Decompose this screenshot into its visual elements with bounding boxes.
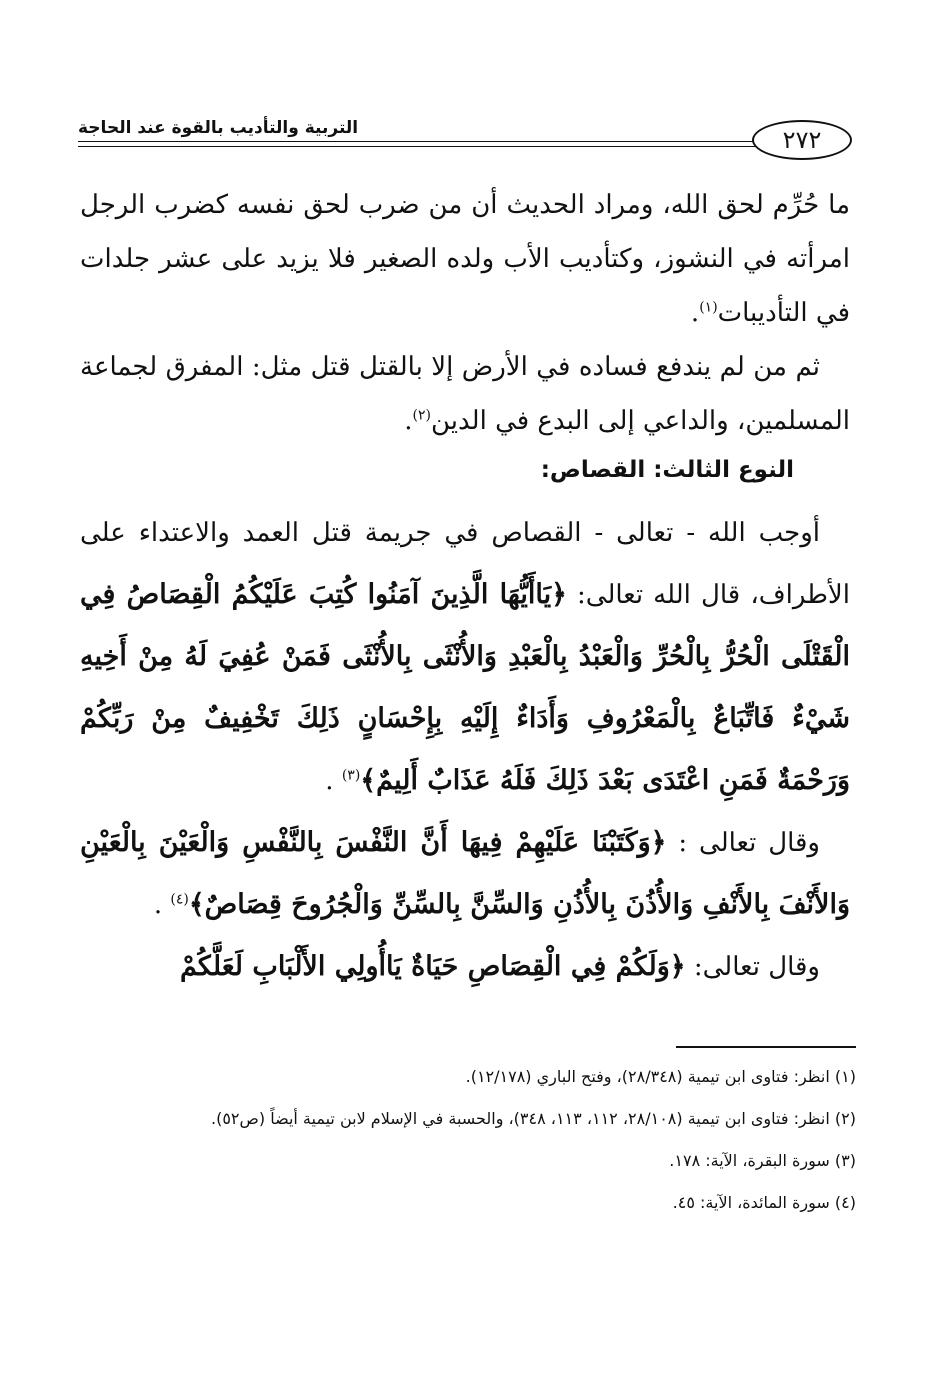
- page-header: [78, 108, 852, 168]
- paragraph-3: أوجب الله - تعالى - القصاص في جريمة قتل العمد والاعتداء على الأطراف، قال الله تعالى: ﴿يَاأَيُّهَا الَّذِينَ آمَنُوا كُتِبَ عَلَيْكُمُ الْقِصَاصُ فِي الْقَتْلَى الْحُرُّ بِالْحُرِّ وَالْعَبْدُ بِالْعَبْدِ وَالأُنْثَى بِالأُنْثَى فَمَنْ عُفِيَ لَهُ مِنْ أَخِيهِ شَيْءٌ فَاتِّبَاعٌ بِالْمَعْرُوفِ وَأَدَاءٌ إِلَيْهِ بِإِحْسَانٍ ذَلِكَ تَخْفِيفٌ مِنْ رَبِّكُمْ وَرَحْمَةٌ فَمَنِ اعْتَدَى بَعْدَ ذَلِكَ فَلَهُ عَذَابٌ أَلِيمٌ﴾$^{(٣)}$ .: [80, 518, 850, 796]
- paragraph-5: وقال تعالى: ﴿وَلَكُمْ فِي الْقِصَاصِ حَيَاةٌ يَاأُولِي الأَلْبَابِ لَعَلَّكُمْ: [179, 951, 820, 982]
- footnote-ref-2[interactable]: (٢): [412, 407, 431, 424]
- quran-verse-2: ﴿وَكَتَبْنَا عَلَيْهِمْ فِيهَا أَنَّ النَّفْسَ بِالنَّفْسِ وَالْعَيْنَ بِالْعَيْنِ وَالأَنْفَ بِالأَنْفِ وَالأُذُنَ بِالأُذُنِ وَالسِّنَّ بِالسِّنِّ وَالْجُرُوحَ قِصَاصٌ﴾: [80, 827, 850, 920]
- footnote-ref-3[interactable]: (٣): [341, 767, 361, 784]
- paragraph-2: ثم من لم يندفع فساده في الأرض إلا بالقتل قتل مثل: المفرق لجماعة المسلمين، والداعي إلى البدع في الدين$^{(٢)}$.: [80, 352, 850, 436]
- section-heading: النوع الثالث: القصاص:: [540, 457, 794, 483]
- header-rule-bottom: [78, 146, 758, 147]
- footnote-ref-1[interactable]: (١): [699, 299, 718, 316]
- main-text: [80, 178, 850, 998]
- footnote-3: (٣) سورة البقرة، الآية: ١٧٨.: [669, 1151, 856, 1170]
- header-rule-top: [78, 141, 758, 142]
- paragraph-4: وقال تعالى : ﴿وَكَتَبْنَا عَلَيْهِمْ فِيهَا أَنَّ النَّفْسَ بِالنَّفْسِ وَالْعَيْنَ بِالْعَيْنِ وَالأَنْفَ بِالأَنْفِ وَالأُذُنَ بِالأُذُنِ وَالسِّنَّ بِالسِّنِّ وَالْجُرُوحَ قِصَاصٌ﴾$^{(٤)}$ .: [80, 827, 850, 920]
- paragraph-1: ما حُرِّم لحق الله، ومراد الحديث أن من ضرب لحق نفسه كضرب الرجل امرأته في النشوز، وكتأديب الأب ولده الصغير فلا يزيد على عشر جلدات في التأديبات$^{(١)}$.: [80, 190, 851, 328]
- footnotes: [80, 1060, 856, 1228]
- quran-verse-1: ﴿يَاأَيُّهَا الَّذِينَ آمَنُوا كُتِبَ عَلَيْكُمُ الْقِصَاصُ فِي الْقَتْلَى الْحُرُّ بِالْحُرِّ وَالْعَبْدُ بِالْعَبْدِ وَالأُنْثَى بِالأُنْثَى فَمَنْ عُفِيَ لَهُ مِنْ أَخِيهِ شَيْءٌ فَاتِّبَاعٌ بِالْمَعْرُوفِ وَأَدَاءٌ إِلَيْهِ بِإِحْسَانٍ ذَلِكَ تَخْفِيفٌ مِنْ رَبِّكُمْ وَرَحْمَةٌ فَمَنِ اعْتَدَى بَعْدَ ذَلِكَ فَلَهُ عَذَابٌ أَلِيمٌ﴾: [80, 579, 850, 796]
- quran-verse-3: ﴿وَلَكُمْ فِي الْقِصَاصِ حَيَاةٌ يَاأُولِي الأَلْبَابِ لَعَلَّكُمْ: [179, 951, 686, 982]
- footnote-2: (٢) انظر: فتاوى ابن تيمية (٢٨/١٠٨، ١١٢، ١١٣، ٣٤٨)، والحسبة في الإسلام لابن تيمية أيضاً (ص٥٢).: [211, 1109, 856, 1128]
- footnote-4: (٤) سورة المائدة، الآية: ٤٥.: [672, 1193, 856, 1212]
- footnote-ref-4[interactable]: (٤): [170, 891, 189, 908]
- footnote-1: (١) انظر: فتاوى ابن تيمية (٢٨/٣٤٨)، وفتح الباري (١٢/١٧٨).: [465, 1067, 856, 1086]
- footnote-separator: [676, 1046, 856, 1048]
- running-title: التربية والتأديب بالقوة عند الحاجة: [78, 118, 359, 138]
- page-number: ٢٧٢: [752, 120, 852, 160]
